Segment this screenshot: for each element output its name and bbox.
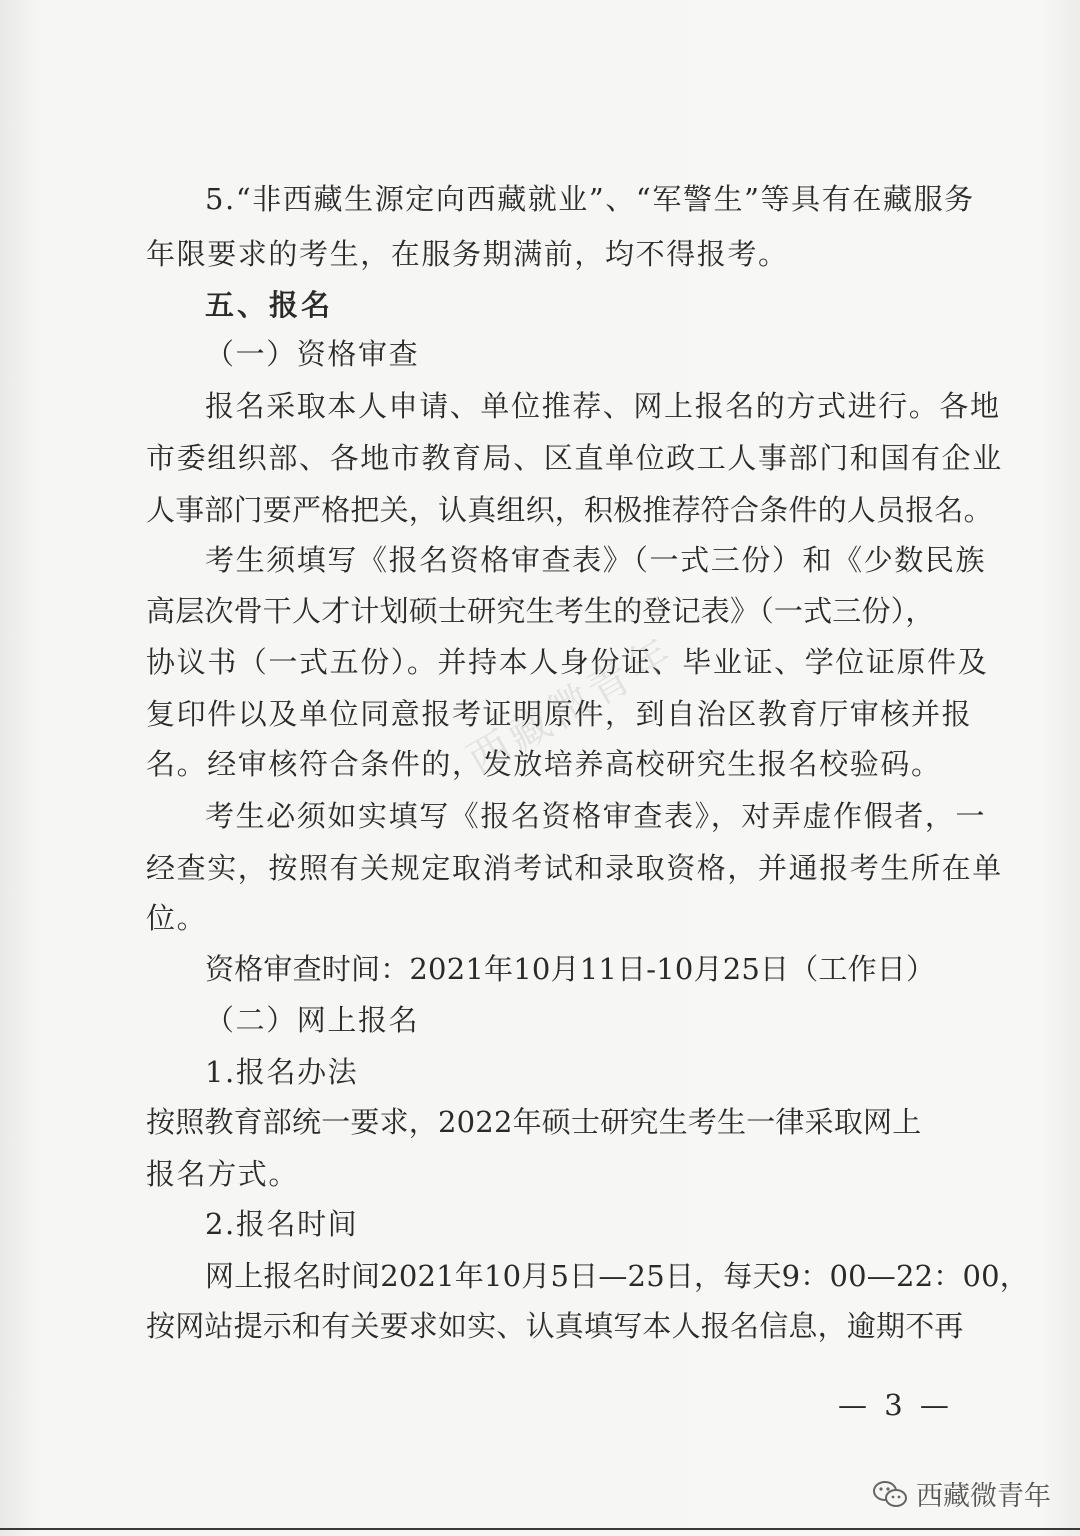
footer-brand-label: 西藏微青年 — [916, 1481, 1051, 1512]
section-heading-registration: 五、报名 — [205, 288, 334, 322]
text-line-15: 位。 — [146, 901, 208, 935]
text-line-20: 报名方式。 — [146, 1157, 300, 1191]
text-line-14: 经查实，按照有关规定取消考试和录取资格，并通报考生所在单 — [146, 851, 1003, 885]
text-line-10: 协议书（一式五份）。并持本人身份证、毕业证、学位证原件及 — [146, 645, 989, 679]
text-line-19: 按照教育部统一要求，2022年硕士研究生考生一律采取网上 — [146, 1105, 922, 1139]
item-heading-registration-method: 1.报名办法 — [205, 1055, 359, 1089]
subsection-heading-qualification: （一）资格审查 — [205, 337, 420, 371]
text-line-23: 按网站提示和有关要求如实、认真填写本人报名信息，逾期不再 — [146, 1309, 964, 1343]
text-line-5: 报名采取本人申请、单位推荐、网上报名的方式进行。各地 — [205, 389, 1001, 423]
subsection-heading-online-registration: （二）网上报名 — [205, 1003, 420, 1037]
text-line-11: 复印件以及单位同意报考证明原件，到自治区教育厅审核并报 — [146, 697, 973, 731]
watermark: 西藏微青年 — [459, 626, 683, 785]
text-line-22: 网上报名时间2021年10月5日—25日，每天9：00—22：00， — [205, 1259, 1030, 1293]
wechat-icon — [872, 1479, 908, 1509]
qualification-review-time: 资格审查时间：2021年10月11日-10月25日（工作日） — [205, 952, 936, 986]
footer-brand[interactable] — [872, 1474, 1051, 1513]
text-line-1: 5.“非西藏生源定向西藏就业”、“军警生”等具有在藏服务 — [205, 182, 975, 216]
page-number: — 3 — — [838, 1388, 953, 1422]
text-line-6: 市委组织部、各地市教育局、区直单位政工人事部门和国有企业 — [146, 441, 1003, 475]
text-line-12: 名。经审核符合条件的，发放培养高校研究生报名校验码。 — [146, 747, 942, 781]
item-heading-registration-time: 2.报名时间 — [205, 1207, 359, 1241]
text-line-13: 考生必须如实填写《报名资格审查表》，对弄虚作假者，一 — [205, 799, 987, 833]
bottom-rule — [0, 1528, 1080, 1530]
text-line-2: 年限要求的考生，在服务期满前，均不得报考。 — [146, 237, 789, 271]
text-line-7: 人事部门要严格把关，认真组织，积极推荐符合条件的人员报名。 — [146, 493, 993, 527]
text-line-9: 高层次骨干人才计划硕士研究生考生的登记表》（一式三份）， — [146, 594, 935, 628]
text-line-8: 考生须填写《报名资格审查表》（一式三份）和《少数民族 — [205, 543, 987, 577]
